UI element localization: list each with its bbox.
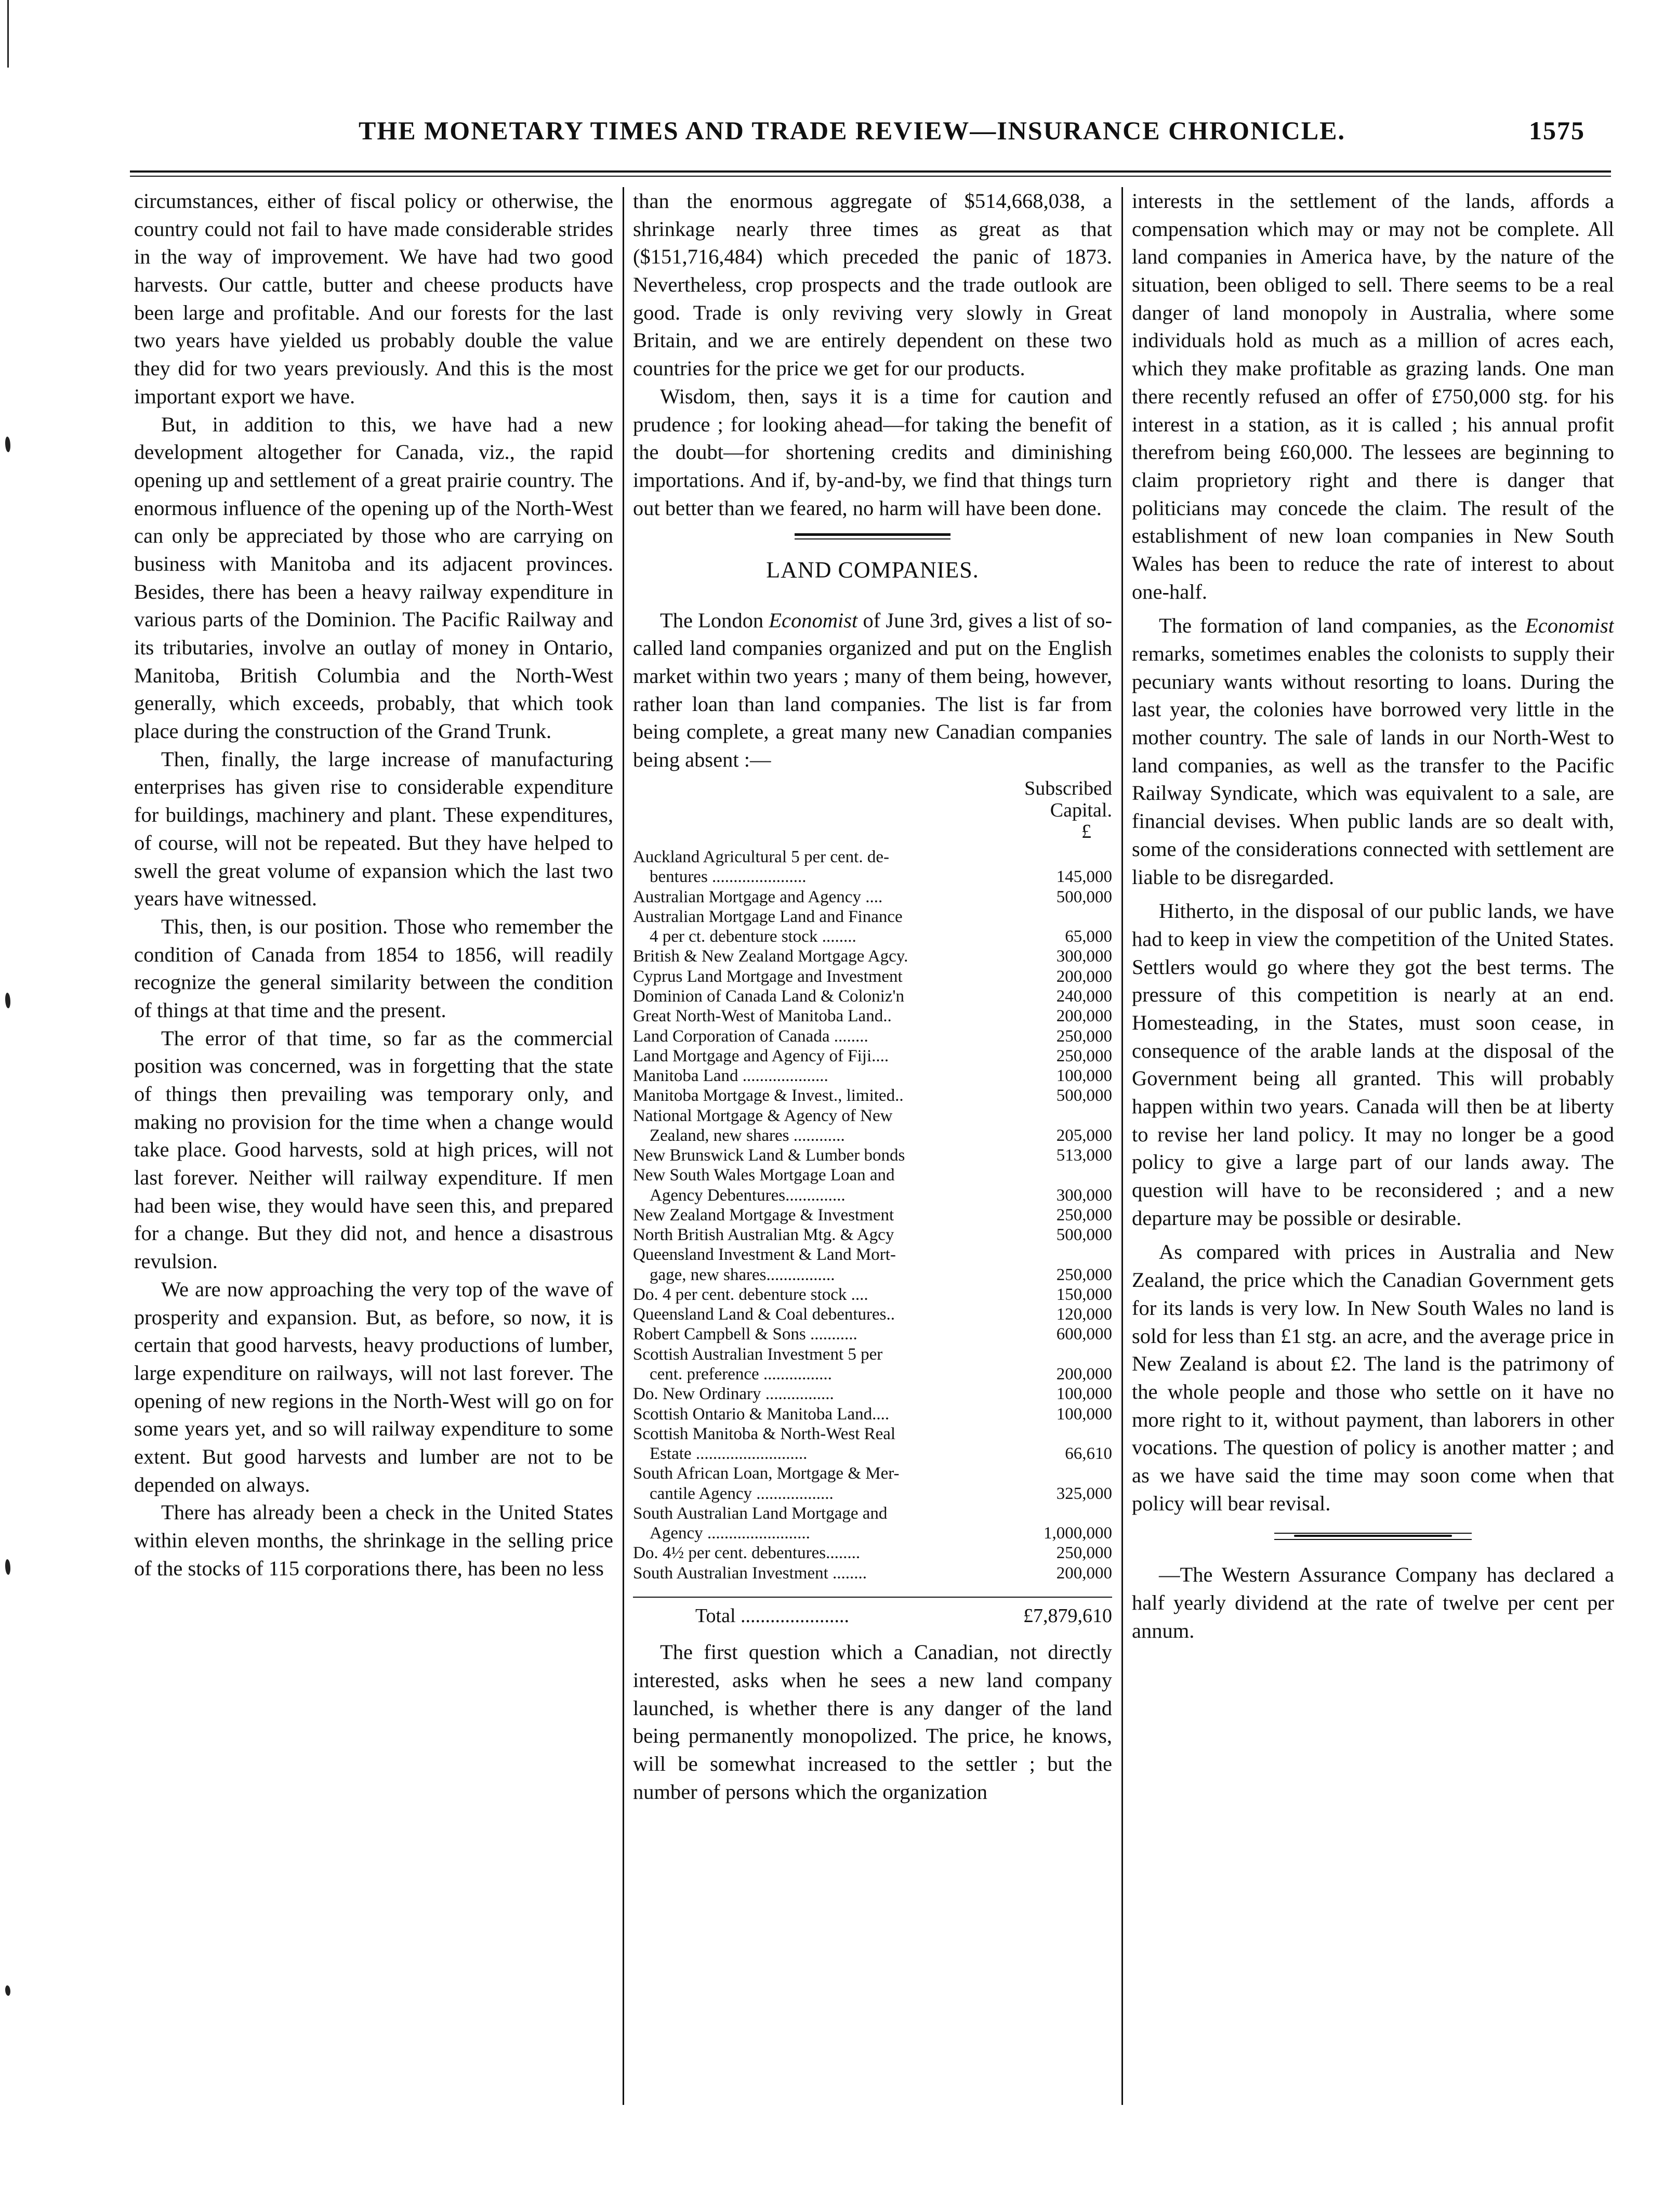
total-row bbox=[633, 1597, 1112, 1629]
table-row bbox=[633, 1006, 1112, 1026]
company-name: British & New Zealand Mortgage Agcy. bbox=[633, 947, 908, 966]
text: of June 3rd, gives a list of so-called land companies organized and put on the English market within two years ; many of them being, however, rather loan than land companies. The list is far from being complete, a great many new Canadian companies being absent :— bbox=[633, 608, 1112, 772]
news-item: —The Western Assurance Company has declared a half yearly dividend at the rate of twelve per cent per annum. bbox=[1132, 1563, 1614, 1642]
table-row bbox=[633, 986, 1112, 1006]
company-name: Land Corporation of Canada ........ bbox=[633, 1026, 868, 1046]
table-row bbox=[633, 1464, 1112, 1504]
company-name-cell bbox=[633, 1106, 1029, 1146]
company-name: South Australian Land Mortgage and bbox=[633, 1504, 888, 1523]
company-name-cell bbox=[633, 1086, 1029, 1105]
company-name-cell bbox=[633, 1504, 1029, 1544]
text: The London bbox=[660, 608, 769, 632]
company-name-cell bbox=[633, 1165, 1029, 1205]
company-name: Land Mortgage and Agency of Fiji.... bbox=[633, 1046, 889, 1065]
company-name: New Brunswick Land & Lumber bonds bbox=[633, 1146, 905, 1165]
company-name: Do. 4 per cent. debenture stock .... bbox=[633, 1285, 868, 1304]
table-row bbox=[633, 1424, 1112, 1464]
table-row bbox=[633, 1106, 1112, 1146]
company-capital: 500,000 bbox=[1056, 1226, 1112, 1245]
paragraph bbox=[633, 607, 1112, 774]
company-name-cell bbox=[633, 1324, 1029, 1344]
company-name-cell bbox=[633, 1225, 1029, 1245]
table-row bbox=[633, 1205, 1112, 1225]
company-name: Australian Mortgage and Agency .... bbox=[633, 887, 883, 906]
table-row bbox=[633, 1563, 1112, 1583]
table-row bbox=[633, 1066, 1112, 1086]
paragraph: As compared with prices in Australia and New Zealand, the price which the Canadian Government gets for its lands is very low. In New South Wales no land is sold for less than £1 stg. an acre, and the average price in New Zealand is about £2. The land is the patrimony of the whole people and those who settle on it have no more right to it, without payment, than laborers in other vocations. The question of policy is another matter ; and as we have said the time may soon come when that policy will bear revisal. bbox=[1132, 1240, 1614, 1515]
table-row bbox=[633, 1285, 1112, 1305]
company-name-cell bbox=[633, 1404, 1029, 1424]
table-row bbox=[633, 1225, 1112, 1245]
company-name-cell bbox=[633, 1285, 1029, 1305]
company-name-cell bbox=[633, 1543, 1029, 1563]
margin-mark bbox=[5, 993, 10, 1008]
company-name: Manitoba Mortgage & Invest., limited.. bbox=[633, 1086, 904, 1105]
company-name-continued: Zealand, new shares ............ bbox=[650, 1126, 845, 1145]
company-name-cell bbox=[633, 847, 1029, 887]
paragraph: than the enormous aggregate of $514,668,038, a shrinkage nearly three times as great as that ($151,716,484) which preceded the panic of 1873. Nevertheless, crop prospects and the trade outlook are good. Trade is only reviving very slowly in Great Britain, and we are entirely dependent on these two countries for the price we get for our products. bbox=[633, 189, 1112, 380]
page-header bbox=[359, 115, 1585, 147]
company-capital: 120,000 bbox=[1056, 1305, 1112, 1324]
column-2 bbox=[633, 187, 1112, 2110]
company-capital: 500,000 bbox=[1056, 887, 1112, 906]
margin-line bbox=[7, 0, 9, 68]
column-divider bbox=[623, 187, 624, 2105]
margin-mark bbox=[5, 1985, 10, 1996]
column-divider bbox=[1121, 187, 1123, 2105]
company-capital: 100,000 bbox=[1056, 1385, 1112, 1404]
company-name-cell bbox=[633, 1046, 1029, 1066]
table-row bbox=[633, 1384, 1112, 1404]
company-capital: 500,000 bbox=[1056, 1086, 1112, 1105]
table-row bbox=[633, 967, 1112, 986]
company-capital: 100,000 bbox=[1056, 1404, 1112, 1424]
total-label: Total ...................... bbox=[695, 1604, 850, 1627]
company-name: South African Loan, Mortgage & Mer- bbox=[633, 1464, 900, 1483]
company-capital: 513,000 bbox=[1056, 1146, 1112, 1165]
company-name: North British Australian Mtg. & Agcy bbox=[633, 1226, 894, 1245]
column-1 bbox=[134, 187, 613, 2110]
company-name: Manitoba Land .................... bbox=[633, 1066, 828, 1086]
company-name-cell bbox=[633, 1563, 1029, 1583]
company-capital: 145,000 bbox=[1056, 867, 1112, 887]
table-row bbox=[633, 907, 1112, 947]
company-name: Dominion of Canada Land & Coloniz'n bbox=[633, 986, 904, 1006]
table-row bbox=[633, 1324, 1112, 1344]
paragraph: There has already been a check in the United States within eleven months, the shrinkage in the selling price of the stocks of 115 corporations there, has been no less bbox=[134, 1500, 613, 1580]
section-rule bbox=[795, 533, 950, 539]
table-header bbox=[633, 778, 1112, 843]
company-capital: 240,000 bbox=[1056, 986, 1112, 1006]
company-name-cell bbox=[633, 986, 1029, 1006]
company-capital: 300,000 bbox=[1056, 947, 1112, 966]
table-row bbox=[633, 1345, 1112, 1385]
company-name-cell bbox=[633, 1006, 1029, 1026]
company-name-continued: 4 per ct. debenture stock ........ bbox=[650, 927, 856, 946]
paragraph: But, in addition to this, we have had a new development altogether for Canada, viz., the rapid opening up and settlement of a great prairie country. The enormous influence of the opening up of the North-West can only be appreciated by those who are carrying on business with Manitoba and its adjacent provinces. Besides, there has been a heavy railway expenditure in various parts of the Dominion. The Pacific Railway and its tributaries, involve an outlay of money in Ontario, Manitoba, British Columbia and the North-West generally, which exceeds, probably, that which took place during the construction of the Grand Trunk. bbox=[134, 412, 613, 743]
paragraph: The error of that time, so far as the commercial position was concerned, was in forgetting that the state of things then prevailing was temporary only, and making no provision for the time when a change would take place. Good harvests, sold at high prices, will not last forever. Neither will railway expenditure. If men had been wise, they would have seen this, and prepared for a change. But they did not, and hence a disastrous revulsion. bbox=[134, 1026, 613, 1273]
table-row bbox=[633, 1305, 1112, 1324]
company-capital: 100,000 bbox=[1056, 1066, 1112, 1086]
text: The formation of land companies, as the bbox=[1159, 614, 1526, 638]
company-name: Queensland Land & Coal debentures.. bbox=[633, 1305, 895, 1324]
company-name-cell bbox=[633, 907, 1029, 947]
page-number: 1575 bbox=[1529, 116, 1585, 145]
table-row bbox=[633, 1504, 1112, 1544]
publication-name: Economist bbox=[769, 608, 858, 632]
company-name-cell bbox=[633, 1245, 1029, 1285]
text: remarks, sometimes enables the colonists to supply their pecuniary wants without resorting to loans. During the last year, the colonies have borrowed very little in the mother country. The sale of lands in our North-West to land companies, as well as the transfer to the Pacific Railway Syndicate, which was equivalent to a sale, are financial devises. When public lands are so dealt with, some of the considerations connected with settlement are liable to be disregarded. bbox=[1132, 642, 1614, 889]
company-name-continued: Estate .......................... bbox=[650, 1444, 808, 1464]
company-name-continued: cent. preference ................ bbox=[650, 1365, 832, 1384]
table-row bbox=[633, 1146, 1112, 1165]
company-capital: 65,000 bbox=[1065, 927, 1112, 946]
company-name-cell bbox=[633, 1066, 1029, 1086]
company-capital: 200,000 bbox=[1056, 967, 1112, 986]
company-name-continued: bentures ...................... bbox=[650, 867, 807, 887]
company-name-cell bbox=[633, 1384, 1029, 1404]
table-row bbox=[633, 847, 1112, 887]
company-name-cell bbox=[633, 1026, 1029, 1046]
table-row bbox=[633, 1404, 1112, 1424]
total-value: £7,879,610 bbox=[1023, 1604, 1112, 1627]
company-name: Cyprus Land Mortgage and Investment bbox=[633, 967, 903, 986]
company-name-continued: cantile Agency .................. bbox=[650, 1484, 834, 1503]
company-name: South Australian Investment ........ bbox=[633, 1563, 867, 1583]
table-row bbox=[633, 946, 1112, 966]
companies-table bbox=[633, 847, 1112, 1583]
table-row bbox=[633, 887, 1112, 907]
paragraph bbox=[1132, 612, 1614, 891]
company-name-cell bbox=[633, 1424, 1029, 1464]
company-capital: 250,000 bbox=[1056, 1046, 1112, 1065]
company-name-cell bbox=[633, 1146, 1029, 1165]
page-title: THE MONETARY TIMES AND TRADE REVIEW—INSURANCE CHRONICLE. bbox=[359, 116, 1345, 145]
company-name: Great North-West of Manitoba Land.. bbox=[633, 1007, 892, 1026]
company-name: New South Wales Mortgage Loan and bbox=[633, 1166, 895, 1185]
company-capital: 66,610 bbox=[1065, 1444, 1112, 1464]
company-name-cell bbox=[633, 967, 1029, 986]
company-name: Scottish Australian Investment 5 per bbox=[633, 1345, 883, 1364]
company-capital: 300,000 bbox=[1056, 1186, 1112, 1205]
paragraph: The first question which a Canadian, not directly interested, asks when he sees a new land company launched, is whether there is any danger of the land being permanently monopolized. The price, he knows, will be somewhat increased to the settler ; but the number of persons which the organization bbox=[633, 1640, 1112, 1803]
table-row bbox=[633, 1086, 1112, 1105]
table-row bbox=[633, 1046, 1112, 1066]
paragraph: Wisdom, then, says it is a time for caution and prudence ; for looking ahead—for taking the benefit of the doubt—for shortening credits and diminishing importations. And if, by-and-by, we find that things turn out better than we feared, no harm will have been done. bbox=[633, 384, 1112, 520]
table-row bbox=[633, 1026, 1112, 1046]
header-rule-thin bbox=[130, 176, 1611, 177]
company-name-cell bbox=[633, 1345, 1029, 1385]
paragraph: Then, finally, the large increase of manufacturing enterprises has given rise to considerable expenditure for buildings, machinery and plant. These expenditures, of course, will not be repeated. But they have helped to swell the great volume of expansion which the last two years have witnessed. bbox=[134, 747, 613, 911]
company-name: Queensland Investment & Land Mort- bbox=[633, 1245, 896, 1265]
company-name: Scottish Manitoba & North-West Real bbox=[633, 1424, 896, 1443]
company-name: Do. 4½ per cent. debentures........ bbox=[633, 1544, 861, 1563]
company-name: Robert Campbell & Sons ........... bbox=[633, 1325, 857, 1344]
company-name-continued: Agency ........................ bbox=[650, 1524, 810, 1543]
table-header-line: Capital. bbox=[1050, 799, 1112, 821]
company-name-cell bbox=[633, 887, 1029, 907]
company-name-cell bbox=[633, 1205, 1029, 1225]
company-capital: 325,000 bbox=[1056, 1484, 1112, 1503]
company-name-continued: Agency Debentures.............. bbox=[650, 1186, 846, 1205]
paragraph: interests in the settlement of the lands, affords a compensation which may or may not be complete. All land companies in America have, by the nature of the situation, been obliged to sell. There seems to be a real danger of land monopoly in Australia, where some individuals hold as much as a million of acres each, which they make profitable as grazing lands. One man there recently refused an offer of £750,000 stg. for his interest in a station, as it is called ; his annual profit therefrom being £60,000. The lessees are beginning to claim proprietory right and there is danger that politicians may concede the claim. The result of the establishment of new loan companies in New South Wales has been to reduce the rate of interest to about one-half. bbox=[1132, 189, 1614, 603]
margin-mark bbox=[5, 437, 10, 452]
company-name: Do. New Ordinary ................ bbox=[633, 1385, 834, 1404]
publication-name: Economist bbox=[1525, 614, 1614, 638]
table-header-line: Subscribed bbox=[1024, 777, 1112, 799]
section-rule bbox=[1274, 1533, 1472, 1540]
paragraph: Hitherto, in the disposal of our public lands, we have had to keep in view the competition of the United States. Settlers would go where they got the best terms. The pressure of this competition is nearly at an end. Homesteading, in the States, must soon cease, in consequence of the arable lands at the disposal of the Government being all granted. This will probably happen within two years. Canada will then be at liberty to revise her land policy. It may no longer be a good policy to give a large part of our lands away. The question will have to be reconsidered ; and a new departure may be possible or desirable. bbox=[1132, 899, 1614, 1230]
company-name-cell bbox=[633, 1464, 1029, 1504]
section-title: LAND COMPANIES. bbox=[766, 557, 979, 583]
company-name-cell bbox=[633, 946, 1029, 966]
company-capital: 250,000 bbox=[1056, 1026, 1112, 1046]
company-name-cell bbox=[633, 1305, 1029, 1324]
table-row bbox=[633, 1543, 1112, 1563]
paragraph: circumstances, either of fiscal policy or otherwise, the country could not fail to have made considerable strides in the way of improvement. We have had two good harvests. Our cattle, butter and cheese products have been large and profitable. And our forests for the last two years have yielded us probably double the value they did for two years previously. And this is the most important export we have. bbox=[134, 189, 613, 408]
company-name-continued: gage, new shares................ bbox=[650, 1265, 835, 1284]
table-row bbox=[633, 1165, 1112, 1205]
table-header-line: £ bbox=[1081, 821, 1091, 843]
margin-mark bbox=[5, 1559, 10, 1575]
company-name: Auckland Agricultural 5 per cent. de- bbox=[633, 848, 889, 867]
company-capital: 200,000 bbox=[1056, 1365, 1112, 1384]
company-capital: 250,000 bbox=[1056, 1544, 1112, 1563]
paragraph: We are now approaching the very top of the wave of prosperity and expansion. But, as before, so now, it is certain that good harvests, heavy productions of lumber, large expenditure on railways, will not last forever. The opening of new regions in the North-West will go on for some years yet, and so will railway expenditure to some extent. But good harvests and lumber are not to be depended on always. bbox=[134, 1277, 613, 1496]
header-rule bbox=[130, 170, 1611, 173]
column-3 bbox=[1132, 187, 1614, 2110]
company-name: Scottish Ontario & Manitoba Land.... bbox=[633, 1404, 890, 1424]
company-name: Australian Mortgage Land and Finance bbox=[633, 907, 903, 926]
company-capital: 200,000 bbox=[1056, 1007, 1112, 1026]
company-capital: 205,000 bbox=[1056, 1126, 1112, 1145]
company-capital: 600,000 bbox=[1056, 1325, 1112, 1344]
company-capital: 250,000 bbox=[1056, 1265, 1112, 1284]
company-capital: 150,000 bbox=[1056, 1285, 1112, 1304]
company-name: New Zealand Mortgage & Investment bbox=[633, 1205, 894, 1224]
paragraph: This, then, is our position. Those who remember the condition of Canada from 1854 to 1856, will readily recognize the general similarity between the condition of things at that time and the present. bbox=[134, 914, 613, 1022]
company-capital: 250,000 bbox=[1056, 1205, 1112, 1224]
table-row bbox=[633, 1245, 1112, 1285]
company-name: National Mortgage & Agency of New bbox=[633, 1106, 893, 1125]
company-capital: 200,000 bbox=[1056, 1563, 1112, 1583]
company-capital: 1,000,000 bbox=[1044, 1524, 1112, 1543]
